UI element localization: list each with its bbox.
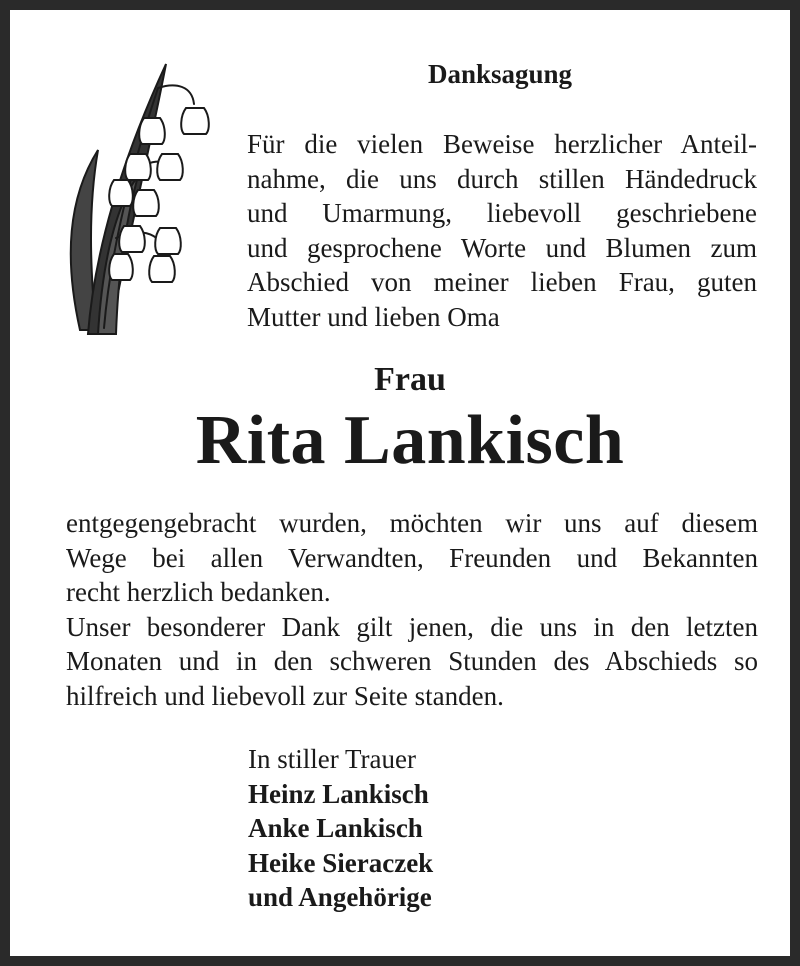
deceased-name: Rita Lankisch: [195, 402, 625, 479]
intro-line: Mutter und lieben Oma: [247, 301, 500, 332]
intro-line: Für die vielen Beweise herzlicher Anteil-: [247, 129, 757, 159]
heading-danksagung: Danksagung: [427, 59, 573, 89]
mourner-name: und Angehörige: [248, 882, 432, 912]
body-line: entgegengebracht wurden, möchten wir uns auf diesem: [66, 508, 758, 538]
lily-of-the-valley-icon: [58, 58, 218, 340]
intro-paragraph: [247, 127, 757, 334]
body-line: recht herzlich bedanken.: [66, 577, 331, 607]
intro-line: Abschied von meiner lieben Frau, guten: [247, 267, 757, 297]
signoff-block: [248, 742, 433, 915]
intro-line: und Umarmung, liebevoll geschriebene: [247, 198, 757, 228]
signoff-intro: In stiller Trauer: [248, 744, 416, 774]
salutation: Frau: [374, 361, 446, 398]
body-line: hilfreich und liebevoll zur Seite standen.: [66, 680, 504, 711]
body-paragraph: [66, 506, 758, 713]
mourner-name: Heinz Lankisch: [248, 778, 429, 809]
intro-line: nahme, die uns durch stillen Händedruck: [247, 163, 757, 194]
mourner-name: Anke Lankisch: [248, 813, 423, 843]
body-line: Monaten und in den schweren Stunden des Abschieds so: [66, 646, 758, 676]
body-line: Wege bei allen Verwandten, Freunden und Bekannten: [66, 542, 758, 573]
mourner-name: Heike Sieraczek: [248, 847, 434, 878]
intro-line: und gesprochene Worte und Blumen zum: [247, 232, 757, 263]
body-line: Unser besonderer Dank gilt jenen, die uns in den letzten: [66, 611, 758, 642]
